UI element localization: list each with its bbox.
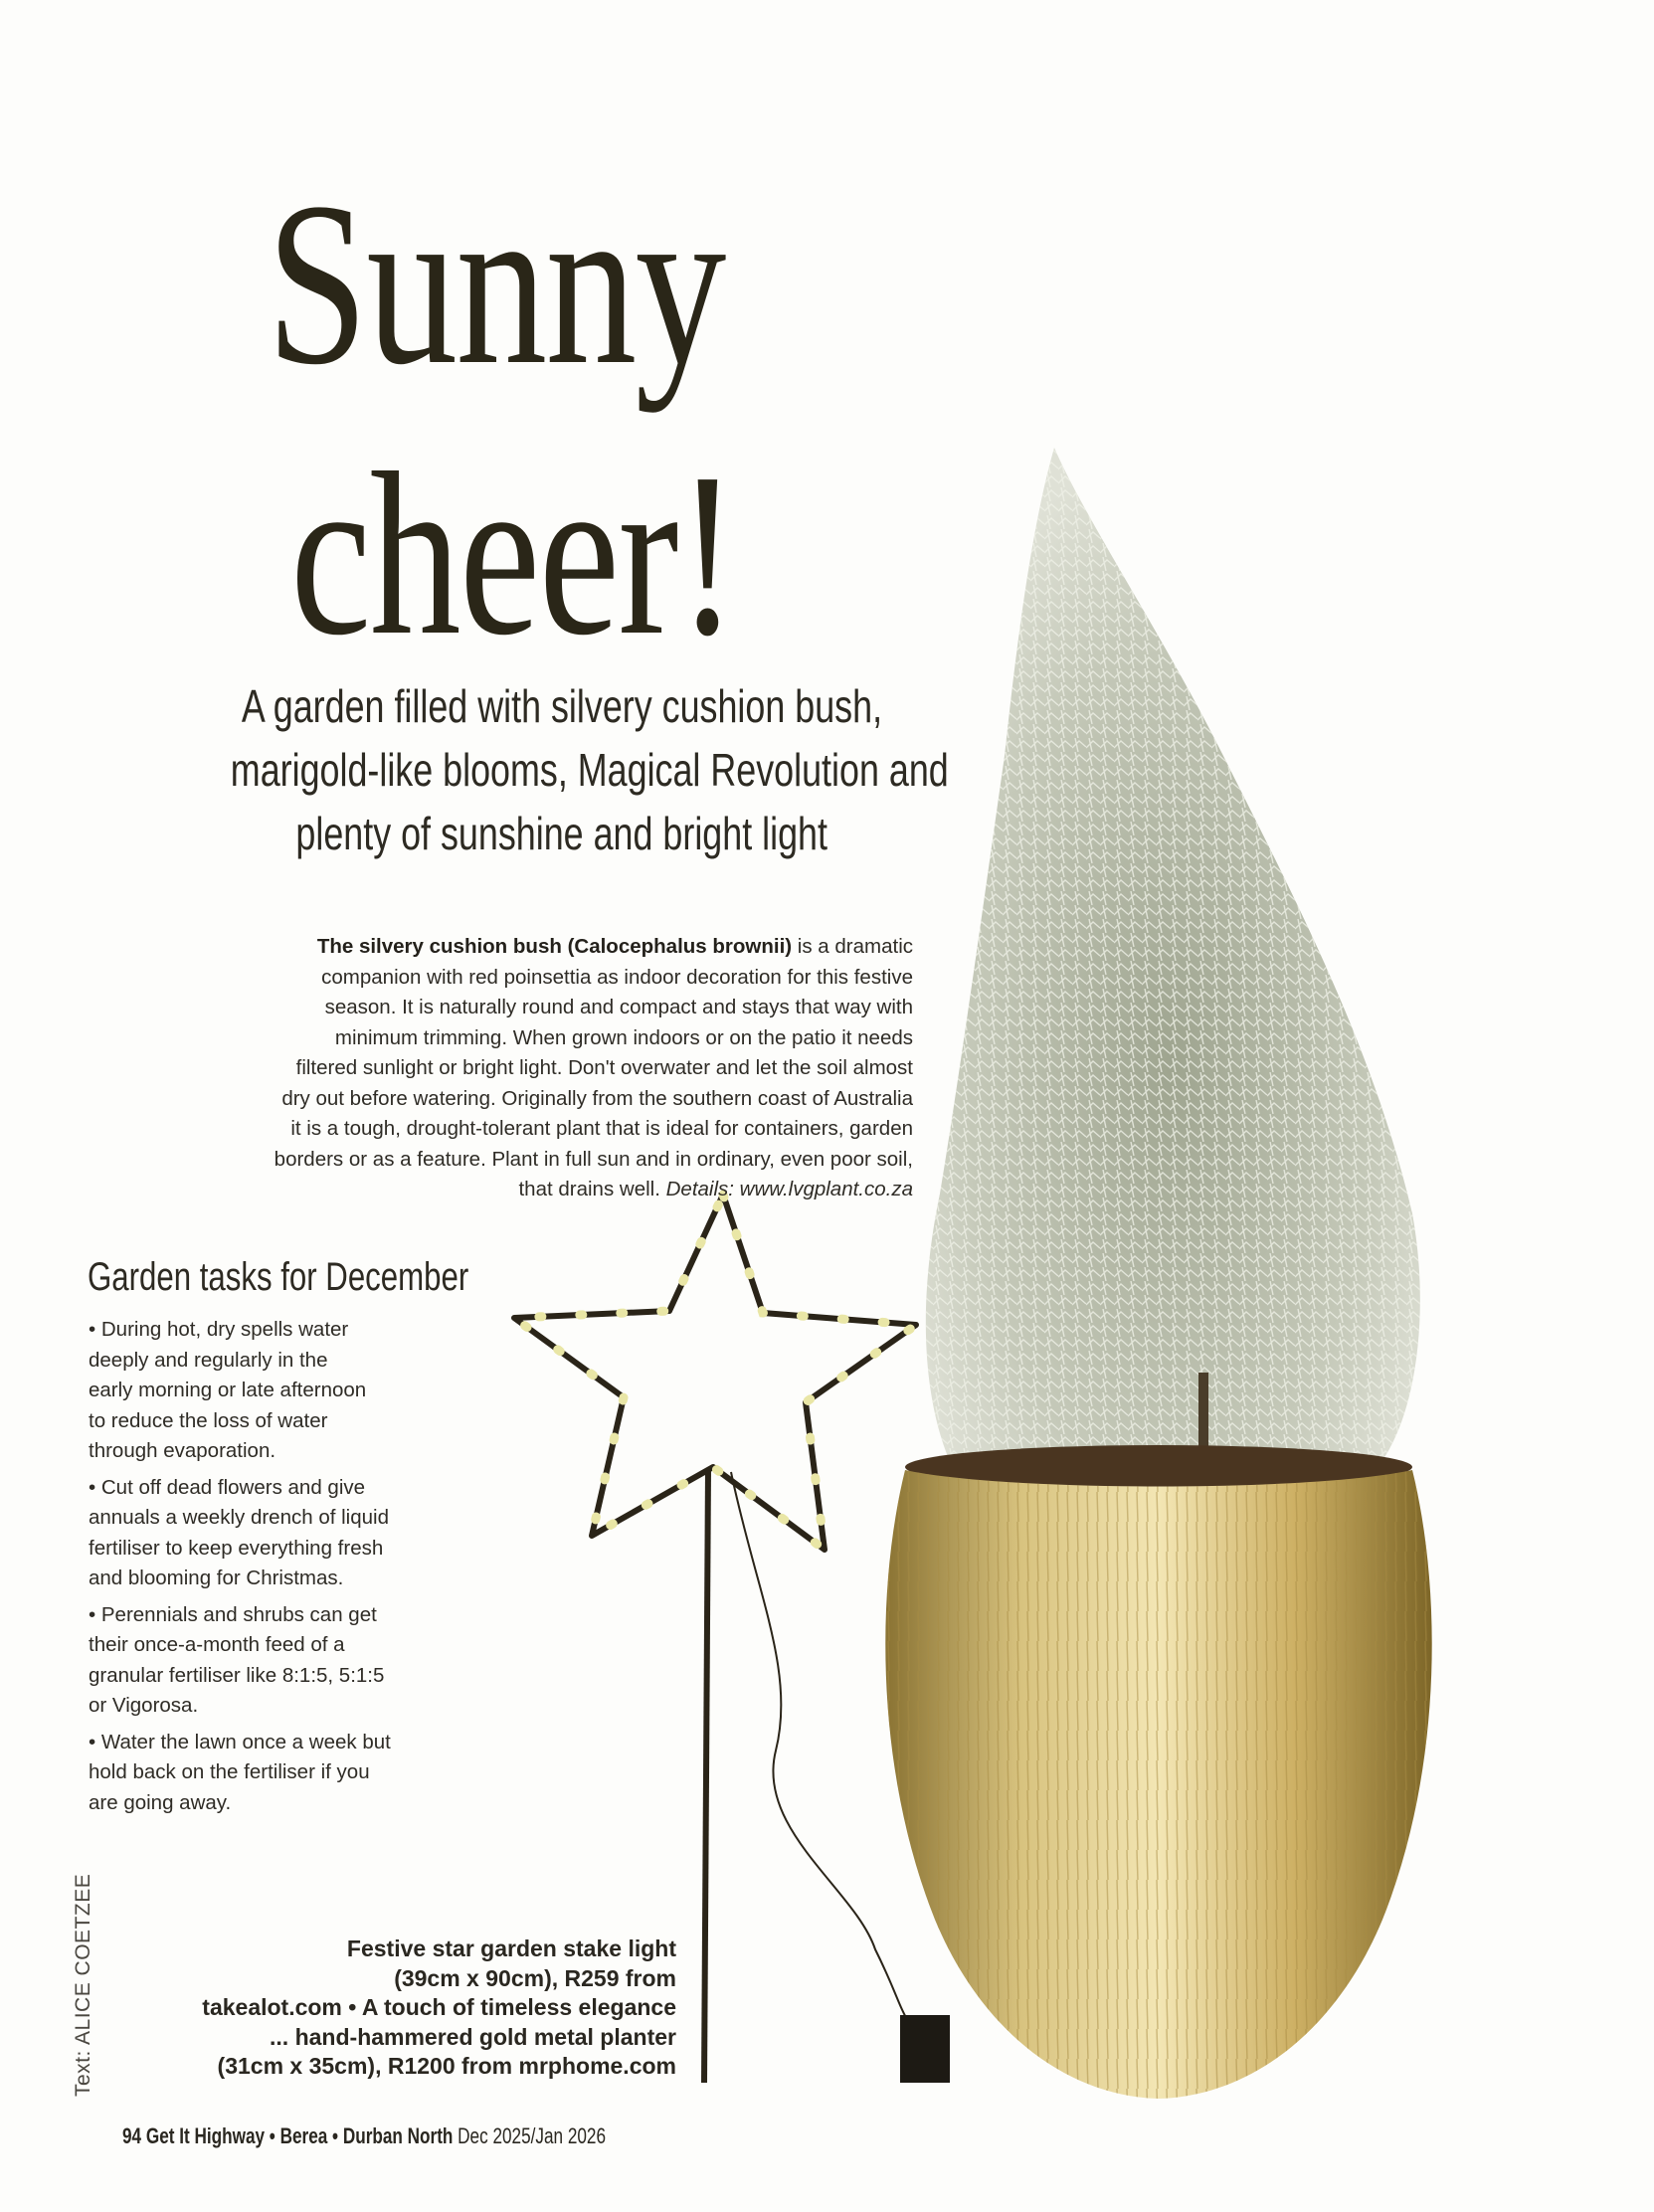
task-line: are going away. — [89, 1790, 232, 1814]
subheading-line: marigold-like blooms, Magical Revolution and — [230, 744, 949, 796]
task-line: • During hot, dry spells water — [89, 1318, 349, 1341]
task-line: or Vigorosa. — [89, 1694, 199, 1717]
caption-line: Festive star garden stake light — [346, 1936, 676, 1961]
caption-line: (31cm x 35cm), R1200 from mrphome.com — [217, 2053, 676, 2079]
task-line: deeply and regularly in the — [89, 1348, 328, 1372]
task-line: annuals a weekly drench of liquid — [89, 1506, 389, 1529]
caption-line: ... hand-hammered gold metal planter — [270, 2023, 676, 2050]
task-line: granular fertiliser like 8:1:5, 5:1:5 — [89, 1663, 385, 1687]
tasks-heading: Garden tasks for December — [88, 1255, 469, 1299]
subheading-line: A garden filled with silvery cushion bush, — [241, 680, 883, 732]
task-line: their once-a-month feed of a — [89, 1633, 345, 1656]
author-credit: Text: ALICE COETZEE — [72, 1873, 94, 2097]
gold-planter — [885, 1445, 1431, 2099]
headline-line-2: cheer! — [290, 425, 737, 683]
task-line: and blooming for Christmas. — [89, 1567, 344, 1589]
task-line: hold back on the fertiliser if you — [89, 1760, 370, 1783]
subheading-line: plenty of sunshine and bright light — [295, 808, 828, 859]
intro-line: it is a tough, drought-tolerant plant that is ideal for containers, garden — [290, 1117, 913, 1140]
task-line: to reduce the loss of water — [89, 1408, 328, 1432]
footer-publication: 94 Get It Highway • Berea • Durban North — [122, 2123, 454, 2148]
intro-line: is a dramatic — [792, 935, 913, 958]
caption-line: takealot.com • A touch of timeless elegance — [202, 1994, 676, 2020]
intro-line: borders or as a feature. Plant in full sun and in ordinary, even poor soil, — [274, 1147, 913, 1171]
task-line: • Cut off dead flowers and give — [89, 1475, 366, 1499]
footer-date: Dec 2025/Jan 2026 — [453, 2123, 607, 2148]
task-item — [89, 1600, 516, 1722]
details-link[interactable]: Details: www.lvgplant.co.za — [665, 1178, 913, 1200]
caption-line: (39cm x 90cm), R259 from — [394, 1964, 676, 1991]
intro-paragraph — [275, 932, 913, 1205]
page-footer — [122, 2123, 606, 2149]
task-line: fertiliser to keep everything fresh — [89, 1536, 384, 1560]
product-caption — [202, 1935, 676, 2082]
intro-line: that drains well. — [518, 1178, 666, 1200]
intro-line: filtered sunlight or bright light. Don't overwater and let the soil almost — [295, 1056, 913, 1079]
task-line: • Perennials and shrubs can get — [89, 1602, 377, 1626]
task-line: early morning or late afternoon — [89, 1379, 367, 1401]
subheading — [129, 674, 995, 865]
intro-line: minimum trimming. When grown indoors or on the patio it needs — [334, 1025, 913, 1049]
task-line: • Water the lawn once a week but — [89, 1730, 391, 1753]
cushion-bush-plant — [926, 448, 1420, 1482]
task-item — [89, 1473, 516, 1594]
task-line: through evaporation. — [89, 1439, 276, 1462]
intro-line: companion with red poinsettia as indoor decoration for this festive — [321, 965, 913, 989]
task-item — [89, 1728, 516, 1819]
intro-lead: The silvery cushion bush (Calocephalus brownii) — [316, 935, 793, 958]
intro-line: season. It is naturally round and compact and stays that way with — [324, 996, 913, 1018]
intro-line: dry out before watering. Originally from the southern coast of Australia — [281, 1086, 913, 1110]
tasks-list — [89, 1315, 516, 1824]
headline-line-1: Sunny — [267, 154, 725, 413]
task-item — [89, 1315, 516, 1467]
